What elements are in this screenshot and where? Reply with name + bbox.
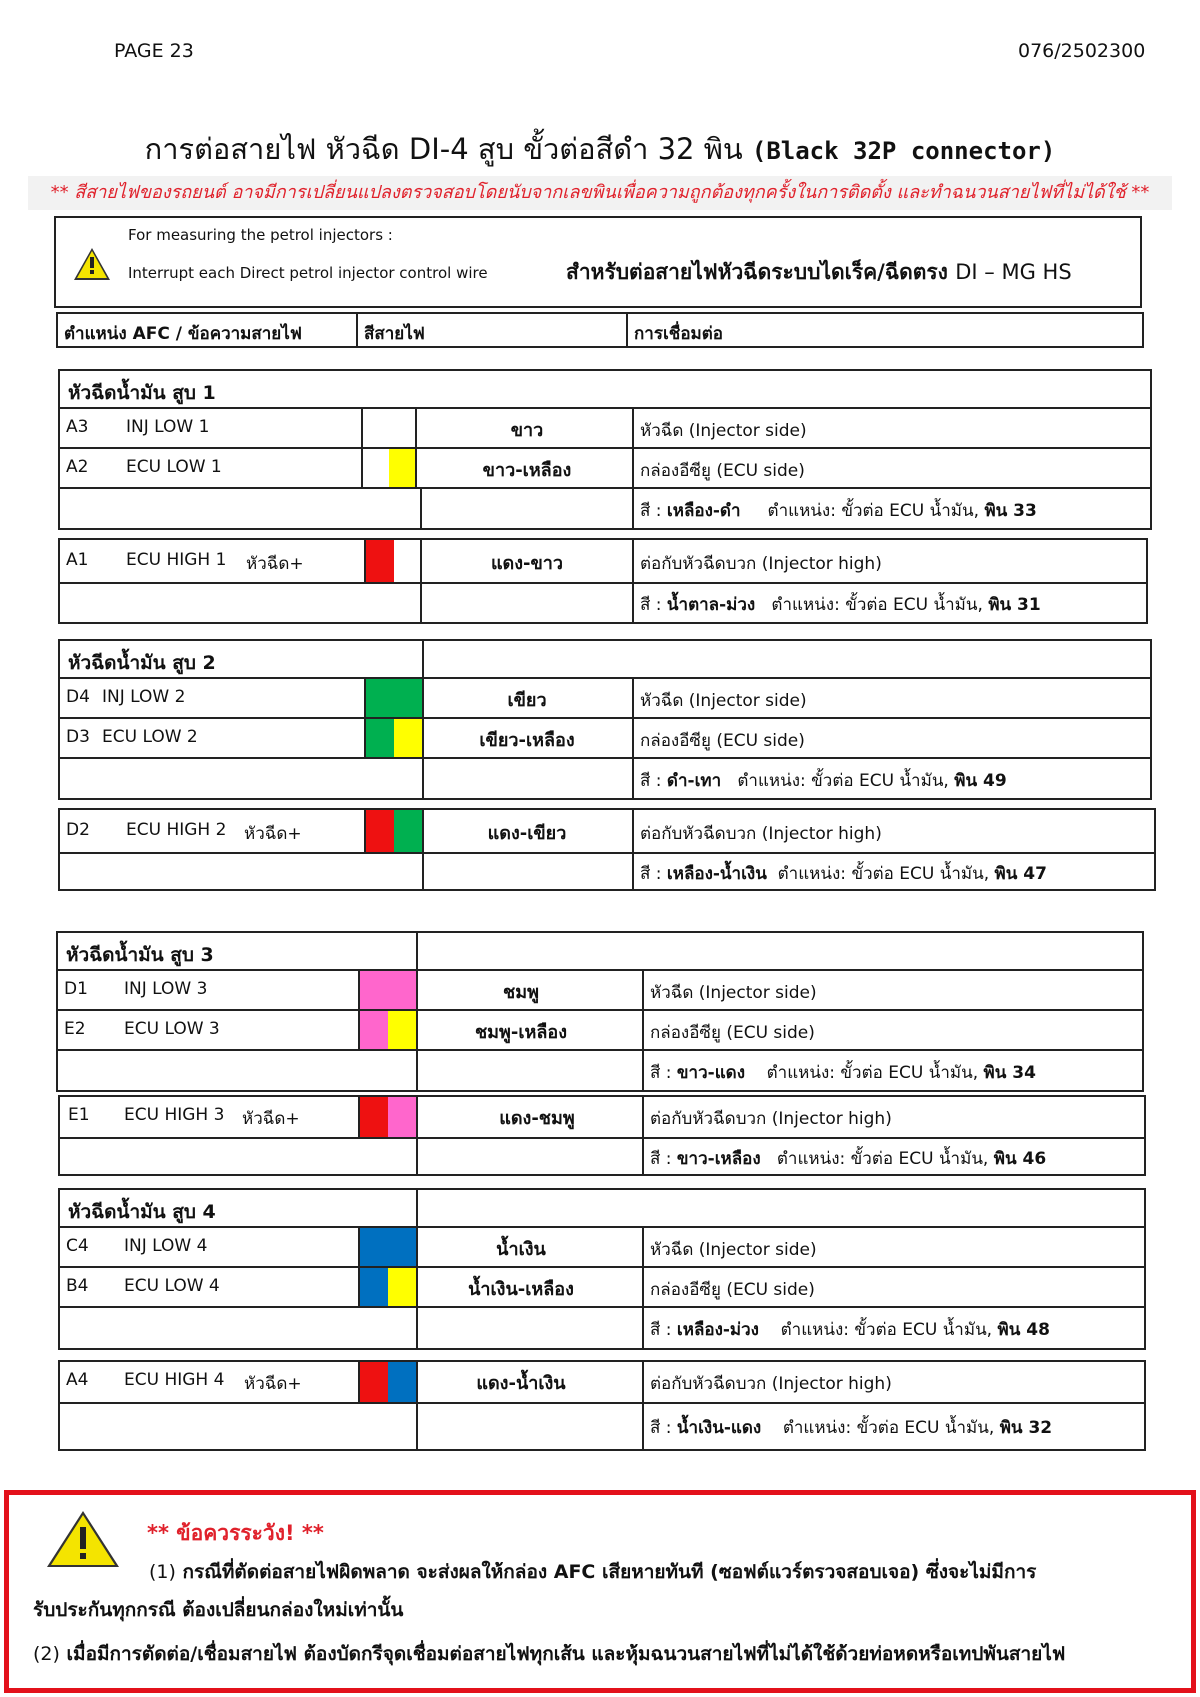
table-row bbox=[60, 1362, 1144, 1402]
measure-line-1: For measuring the petrol injectors : bbox=[128, 226, 393, 244]
wire-swatch-red bbox=[360, 1362, 388, 1402]
column-afc-position: ตำแหน่ง AFC / ข้อความสายไฟ bbox=[64, 324, 302, 344]
table-row bbox=[60, 1402, 1144, 1449]
table-row bbox=[60, 540, 1146, 582]
wire-label: ECU HIGH 3 bbox=[124, 1105, 225, 1125]
wire-swatch-red bbox=[360, 1097, 388, 1137]
cylinder-3-title: หัวฉีดน้ำมัน สูบ 3 bbox=[66, 944, 214, 966]
cylinder-1-low-block bbox=[58, 369, 1152, 530]
wire-color-name: น้ำเงิน-เหลือง bbox=[468, 1279, 574, 1300]
table-row bbox=[60, 1226, 1144, 1266]
table-row bbox=[58, 969, 1142, 1009]
cylinder-4-low-block bbox=[58, 1188, 1146, 1350]
cylinder-2-title: หัวฉีดน้ำมัน สูบ 2 bbox=[68, 652, 216, 674]
cylinder-1-title: หัวฉีดน้ำมัน สูบ 1 bbox=[68, 382, 216, 404]
connection-text: กล่องอีซียู (ECU side) bbox=[650, 1023, 815, 1043]
wire-color-name: ชมพู-เหลือง bbox=[474, 1022, 568, 1043]
wire-label: INJ LOW 2 bbox=[102, 687, 186, 707]
table-row bbox=[60, 852, 1154, 889]
ecu-pin-info: สี : เหลือง-ม่วง ตำแหน่ง: ขั้วต่อ ECU น้ำมัน, พิน 48 bbox=[650, 1320, 1050, 1340]
wire-color-name: แดง-ชมพู bbox=[499, 1108, 575, 1129]
column-header bbox=[56, 312, 1144, 348]
table-row bbox=[60, 1137, 1144, 1174]
page-title bbox=[0, 126, 1200, 172]
measure-instructions-box bbox=[54, 216, 1142, 308]
wire-note: หัวฉีด+ bbox=[242, 1109, 300, 1129]
cylinder-2-low-block bbox=[58, 639, 1152, 800]
wire-swatch-blue bbox=[360, 1228, 416, 1266]
pin-code: E2 bbox=[64, 1019, 86, 1039]
wire-note: หัวฉีด+ bbox=[244, 1374, 302, 1394]
pin-code: C4 bbox=[66, 1236, 89, 1256]
wire-swatch-white bbox=[363, 409, 415, 447]
caution-point-1-cont: รับประกันทุกกรณี ต้องเปลี่ยนกล่องใหม่เท่านั้น bbox=[33, 1599, 404, 1621]
connection-text: หัวฉีด (Injector side) bbox=[650, 1240, 817, 1260]
column-connection: การเชื่อมต่อ bbox=[634, 324, 723, 344]
wire-color-name: ขาว bbox=[510, 420, 544, 441]
wire-label: ECU HIGH 1 bbox=[126, 550, 227, 570]
connection-text: ต่อกับหัวฉีดบวก (Injector high) bbox=[650, 1109, 892, 1129]
table-row bbox=[60, 582, 1146, 622]
connection-text: กล่องอีซียู (ECU side) bbox=[640, 461, 805, 481]
ecu-pin-info: สี : ดำ-เทา ตำแหน่ง: ขั้วต่อ ECU น้ำมัน, พิน 49 bbox=[640, 771, 1007, 791]
measure-thai-text bbox=[566, 256, 1072, 289]
measure-thai-model: DI – MG HS bbox=[955, 260, 1072, 284]
wire-swatch-yellow bbox=[394, 719, 422, 757]
wire-label: INJ LOW 4 bbox=[124, 1236, 208, 1256]
title-main: การต่อสายไฟ หัวฉีด DI-4 สูบ ขั้วต่อสีดำ 32 พิน bbox=[144, 132, 743, 166]
table-row bbox=[60, 717, 1150, 757]
wire-label: INJ LOW 3 bbox=[124, 979, 208, 999]
wire-swatch-blue bbox=[360, 1268, 388, 1306]
connection-text: หัวฉีด (Injector side) bbox=[640, 691, 807, 711]
title-connector: (Black 32P connector) bbox=[751, 137, 1056, 165]
table-row bbox=[60, 407, 1150, 447]
wire-swatch-blue bbox=[388, 1362, 416, 1402]
connection-text: หัวฉีด (Injector side) bbox=[640, 421, 807, 441]
wire-label: ECU LOW 2 bbox=[102, 727, 198, 747]
wire-swatch-pink bbox=[360, 1011, 388, 1049]
pin-code: D2 bbox=[66, 820, 90, 840]
ecu-pin-info: สี : เหลือง-ดำ ตำแหน่ง: ขั้วต่อ ECU น้ำมัน, พิน 33 bbox=[640, 501, 1037, 521]
pin-code: A4 bbox=[66, 1370, 89, 1390]
wire-label: INJ LOW 1 bbox=[126, 417, 210, 437]
cylinder-4-title: หัวฉีดน้ำมัน สูบ 4 bbox=[68, 1201, 216, 1223]
wire-color-name: เขียว-เหลือง bbox=[479, 730, 575, 751]
cylinder-2-high-block bbox=[58, 808, 1156, 891]
pin-code: A3 bbox=[66, 417, 89, 437]
table-row bbox=[60, 487, 1150, 528]
table-row bbox=[60, 447, 1150, 487]
wire-color-name: แดง-ขาว bbox=[490, 553, 564, 574]
pin-code: A1 bbox=[66, 550, 89, 570]
cylinder-3-low-block bbox=[56, 931, 1144, 1092]
cylinder-1-high-block bbox=[58, 538, 1148, 624]
color-warning-line: ** สีสายไฟของรถยนต์ อาจมีการเปลี่ยนแปลงตรวจสอบโดยนับจากเลขพินเพื่อความถูกต้องทุกครั้งในการติดตั้ง และทำฉนวนสายไฟที่ไม่ได้ใช้ ** bbox=[28, 176, 1172, 210]
ecu-pin-info: สี : น้ำตาล-ม่วง ตำแหน่ง: ขั้วต่อ ECU น้ำมัน, พิน 31 bbox=[640, 595, 1041, 615]
wire-swatch-green bbox=[394, 810, 422, 852]
page-number: PAGE 23 bbox=[114, 40, 194, 62]
wire-color-name: น้ำเงิน bbox=[496, 1239, 546, 1260]
wire-label: ECU LOW 3 bbox=[124, 1019, 220, 1039]
table-row bbox=[60, 757, 1150, 798]
connection-text: ต่อกับหัวฉีดบวก (Injector high) bbox=[650, 1374, 892, 1394]
column-wire-color: สีสายไฟ bbox=[364, 324, 425, 344]
table-row bbox=[60, 1306, 1144, 1348]
wire-note: หัวฉีด+ bbox=[244, 824, 302, 844]
wire-label: ECU HIGH 4 bbox=[124, 1370, 225, 1390]
wire-swatch-green bbox=[366, 679, 422, 717]
wire-color-name: แดง-เขียว bbox=[487, 823, 567, 844]
table-row bbox=[60, 677, 1150, 717]
wire-color-name: ขาว-เหลือง bbox=[482, 460, 572, 481]
cylinder-4-high-block bbox=[58, 1360, 1146, 1451]
caution-box bbox=[4, 1490, 1196, 1693]
wire-swatch-red bbox=[366, 540, 394, 582]
table-row bbox=[60, 810, 1154, 852]
connection-text: ต่อกับหัวฉีดบวก (Injector high) bbox=[640, 554, 882, 574]
pin-code: B4 bbox=[66, 1276, 89, 1296]
caution-triangle-icon bbox=[83, 1511, 119, 1567]
pin-code: E1 bbox=[68, 1105, 90, 1125]
pin-code: A2 bbox=[66, 457, 89, 477]
wire-color-name: แดง-น้ำเงิน bbox=[476, 1373, 566, 1394]
ecu-pin-info: สี : เหลือง-น้ำเงิน ตำแหน่ง: ขั้วต่อ ECU น้ำมัน, พิน 47 bbox=[640, 864, 1047, 884]
measure-thai-bold: สำหรับต่อสายไฟหัวฉีดระบบไดเร็ค/ฉีดตรง bbox=[566, 260, 948, 284]
table-row bbox=[60, 1097, 1144, 1137]
connection-text: ต่อกับหัวฉีดบวก (Injector high) bbox=[640, 824, 882, 844]
wire-swatch-white bbox=[363, 449, 389, 487]
wire-swatch-yellow bbox=[389, 449, 415, 487]
wire-color-name: เขียว bbox=[507, 690, 547, 711]
caution-point-1: (1) กรณีที่ตัดต่อสายไฟผิดพลาด จะส่งผลให้กล่อง AFC เสียหายทันที (ซอฟต์แวร์ตรวจสอบเจอ) ซึ่งจะไม่มีการ bbox=[149, 1561, 1037, 1583]
connection-text: หัวฉีด (Injector side) bbox=[650, 983, 817, 1003]
wire-swatch-yellow bbox=[388, 1011, 416, 1049]
table-row bbox=[58, 1009, 1142, 1049]
wire-swatch-pink bbox=[360, 971, 416, 1009]
wire-label: ECU LOW 1 bbox=[126, 457, 222, 477]
wire-swatch-white bbox=[394, 540, 420, 582]
caution-point-2: (2) เมื่อมีการตัดต่อ/เชื่อมสายไฟ ต้องบัดกรีจุดเชื่อมต่อสายไฟทุกเส้น และหุ้มฉนวนสายไฟที่ไม่ได้ใช้ด้วยท่อหดหรือเทปพันสายไฟ bbox=[33, 1643, 1066, 1665]
document-code: 076/2502300 bbox=[1018, 40, 1146, 62]
wire-swatch-yellow bbox=[388, 1268, 416, 1306]
wire-note: หัวฉีด+ bbox=[246, 554, 304, 574]
pin-code: D4 bbox=[66, 687, 90, 707]
ecu-pin-info: สี : น้ำเงิน-แดง ตำแหน่ง: ขั้วต่อ ECU น้ำมัน, พิน 32 bbox=[650, 1418, 1053, 1438]
ecu-pin-info: สี : ขาว-เหลือง ตำแหน่ง: ขั้วต่อ ECU น้ำมัน, พิน 46 bbox=[650, 1149, 1047, 1169]
connection-text: กล่องอีซียู (ECU side) bbox=[640, 731, 805, 751]
wire-swatch-green bbox=[366, 719, 394, 757]
wire-label: ECU LOW 4 bbox=[124, 1276, 220, 1296]
warning-triangle-icon bbox=[92, 248, 110, 280]
caution-title: ** ข้อควรระวัง! ** bbox=[147, 1521, 324, 1545]
wire-swatch-red bbox=[366, 810, 394, 852]
pin-code: D3 bbox=[66, 727, 90, 747]
wire-label: ECU HIGH 2 bbox=[126, 820, 227, 840]
wire-color-name: ชมพู bbox=[503, 982, 539, 1003]
pin-code: D1 bbox=[64, 979, 88, 999]
ecu-pin-info: สี : ขาว-แดง ตำแหน่ง: ขั้วต่อ ECU น้ำมัน, พิน 34 bbox=[650, 1063, 1036, 1083]
table-row bbox=[60, 1266, 1144, 1306]
table-row bbox=[58, 1049, 1142, 1090]
wire-swatch-pink bbox=[388, 1097, 416, 1137]
connection-text: กล่องอีซียู (ECU side) bbox=[650, 1280, 815, 1300]
measure-line-2: Interrupt each Direct petrol injector control wire bbox=[128, 264, 488, 282]
cylinder-3-high-block bbox=[58, 1095, 1146, 1176]
